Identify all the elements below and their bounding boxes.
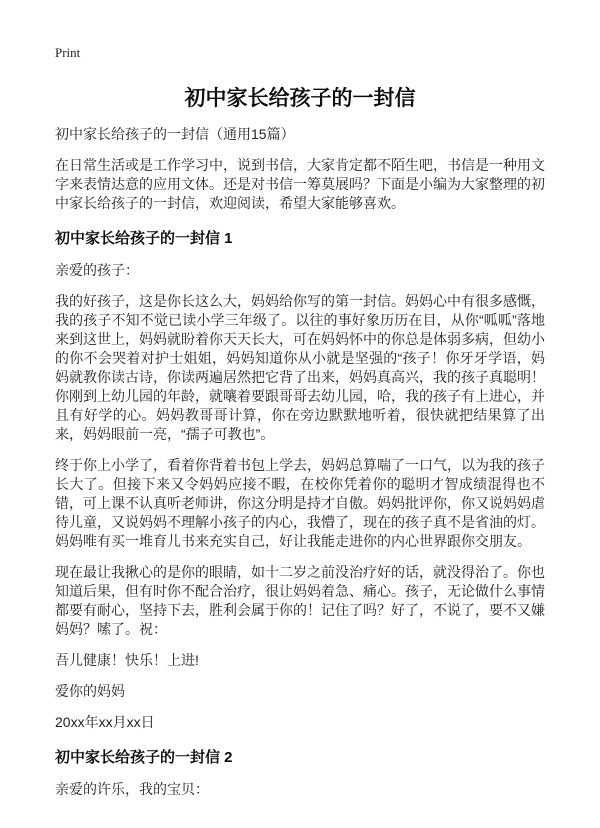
letter-1-paragraph: 终于你上小学了，看着你背着书包上学去，妈妈总算喘了一口气，以为我的孩子长大了。但接下来又令妈妈应接不暇，在校你凭着你的聪明才智成绩混得也不错，可上课不认真听老师讲，你这分明是持才自傲。妈妈批评你，你又说妈妈虐待儿童，又说妈妈不理解小孩子的内心，我懵了，现在的孩子真不是省油的灯。妈妈唯有买一堆育儿书来充实自己，好让我能走进你的内心世界跟你交朋友。 bbox=[55, 457, 545, 549]
intro-paragraph: 在日常生活或是工作学习中，说到书信，大家肯定都不陌生吧，书信是一种用文字来表情达意的应用文体。还是对书信一筹莫展吗？下面是小编为大家整理的初中家长给孩子的一封信，欢迎阅读，希望大家能够喜欢。 bbox=[55, 157, 545, 211]
print-link[interactable]: Print bbox=[55, 45, 81, 60]
letter-1-wish: 吾儿健康！快乐！上进! bbox=[55, 652, 199, 668]
letter-1-heading: 初中家长给孩子的一封信 1 bbox=[55, 230, 233, 247]
document-subtitle: 初中家长给孩子的一封信（通用15篇） bbox=[55, 126, 295, 142]
letter-1-signature: 爱你的妈妈 bbox=[55, 683, 125, 699]
letter-1-paragraph: 现在最让我揪心的是你的眼睛，如十二岁之前没治疗好的话，就没得治了。你也知道后果，但有时你不配合治疗，很让妈妈着急、痛心。孩子，无论做什么事情都要有耐心，坚持下去，胜利会属于你的！记住了吗？好了，不说了，要不又嫌妈妈？嗦了。祝： bbox=[55, 564, 545, 637]
letter-2-heading: 初中家长给孩子的一封信 2 bbox=[55, 749, 233, 766]
letter-1-date: 20xx年xx月xx日 bbox=[55, 714, 155, 730]
letter-2-salutation: 亲爱的许乐，我的宝贝： bbox=[55, 781, 209, 797]
letter-1-paragraph: 我的好孩子，这是你长这么大，妈妈给你写的第一封信。妈妈心中有很多感慨，我的孩子不知不觉已读小学三年级了。以往的事好象历历在目，从你“呱呱”落地来到这世上，妈妈就盼着你天天长大，可在妈妈怀中的你总是体弱多病，但幼小的你不会哭着对护士姐姐，妈妈知道你从小就是坚强的“孩子！你牙牙学语，妈妈就教你读古诗，你读两遍居然把它背了出来，妈妈真高兴，我的孩子真聪明！你刚到上幼儿园的年龄，就嚷着要跟哥哥去幼儿园，哈，我的孩子有上进心，并且有好学的心。妈妈教哥哥计算，你在旁边默默地听着，很快就把结果算了出来，妈妈眼前一亮，“孺子可教也”。 bbox=[55, 293, 545, 442]
letter-1-salutation: 亲爱的孩子： bbox=[55, 262, 139, 278]
page-title: 初中家长给孩子的一封信 bbox=[184, 87, 416, 110]
